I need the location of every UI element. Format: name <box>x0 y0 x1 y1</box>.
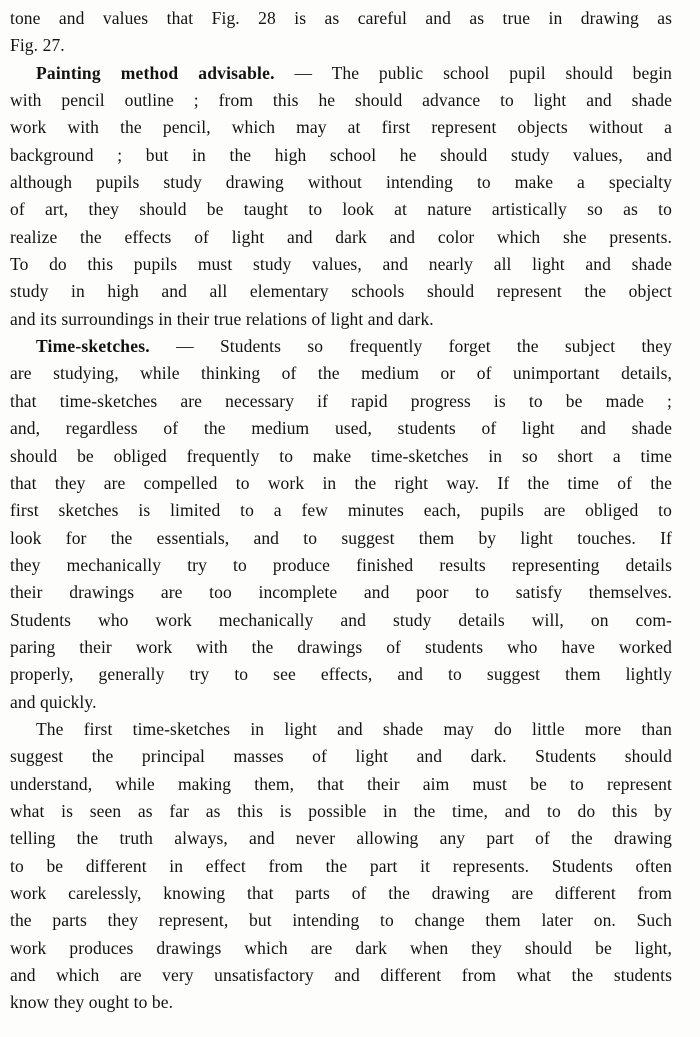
text-line: Fig. 27. <box>10 35 65 56</box>
text-line: the parts they represent, but intending to change them later on. Such <box>10 910 672 931</box>
text-line: study in high and all elementary schools should represent the object <box>10 281 672 302</box>
text-line: that they are compelled to work in the right way. If the time of the <box>10 472 672 493</box>
text-line: with pencil outline ; from this he should advance to light and shade <box>10 90 672 111</box>
text-line: The first time-sketches in light and shade may do little more than <box>36 718 672 739</box>
text-line: they mechanically try to produce finished results representing details <box>10 554 672 575</box>
paragraph <box>10 60 672 333</box>
text-line: should be obliged frequently to make time-sketches in so short a time <box>10 445 672 466</box>
text-line: understand, while making them, that their aim must be to represent <box>10 773 672 794</box>
text-line: look for the essentials, and to suggest them by light touches. If <box>10 527 672 548</box>
text-line: although pupils study drawing without intending to make a specialty <box>10 172 672 193</box>
text-line: what is seen as far as this is possible in the time, and to do this by <box>10 800 672 821</box>
text-line: Students who work mechanically and study details will, on com- <box>10 609 672 630</box>
page-text <box>10 5 672 1017</box>
text-line: and quickly. <box>10 691 97 712</box>
text-line: tone and values that Fig. 28 is as careful and as true in drawing as <box>10 8 672 28</box>
text-line: work produces drawings which are dark when they should be light, <box>10 937 672 958</box>
text-line: suggest the principal masses of light and dark. Students should <box>10 746 672 767</box>
text-line: know they ought to be. <box>10 992 174 1013</box>
text-line: paring their work with the drawings of students who have worked <box>10 636 672 657</box>
text-line: Painting method advisable. — The public school pupil should begin <box>36 62 673 83</box>
text-line: To do this pupils must study values, and nearly all light and shade <box>10 254 672 275</box>
text-line: background ; but in the high school he should study values, and <box>10 144 672 165</box>
text-line: that time-sketches are necessary if rapid progress is to be made ; <box>10 390 672 411</box>
text-line: and, regardless of the medium used, students of light and shade <box>10 418 672 439</box>
text-line: and which are very unsatisfactory and different from what the students <box>10 965 672 986</box>
text-line: of art, they should be taught to look at nature artistically so as to <box>10 199 672 220</box>
paragraph-heading: Painting method advisable. <box>36 62 275 83</box>
text-line: their drawings are too incomplete and poor to satisfy themselves. <box>10 582 672 603</box>
text-line: properly, generally try to see effects, and to suggest them lightly <box>10 664 672 685</box>
paragraph <box>10 716 672 1017</box>
text-line: and its surroundings in their true relations of light and dark. <box>10 308 434 329</box>
text-line: telling the truth always, and never allowing any part of the drawing <box>10 828 672 849</box>
text-line: first sketches is limited to a few minutes each, pupils are obliged to <box>10 500 672 521</box>
paragraph <box>10 5 672 60</box>
text-line: Time-sketches. — Students so frequently forget the subject they <box>36 336 672 357</box>
paragraph <box>10 333 672 716</box>
paragraph-heading: Time-sketches. <box>36 336 150 357</box>
text-line: realize the effects of light and dark and color which she presents. <box>10 226 672 247</box>
text-line: to be different in effect from the part it represents. Students often <box>10 855 672 876</box>
text-line: work with the pencil, which may at first represent objects without a <box>10 117 672 138</box>
text-line: are studying, while thinking of the medium or of unimportant details, <box>10 363 672 384</box>
text-line: work carelessly, knowing that parts of the drawing are different from <box>10 883 672 903</box>
